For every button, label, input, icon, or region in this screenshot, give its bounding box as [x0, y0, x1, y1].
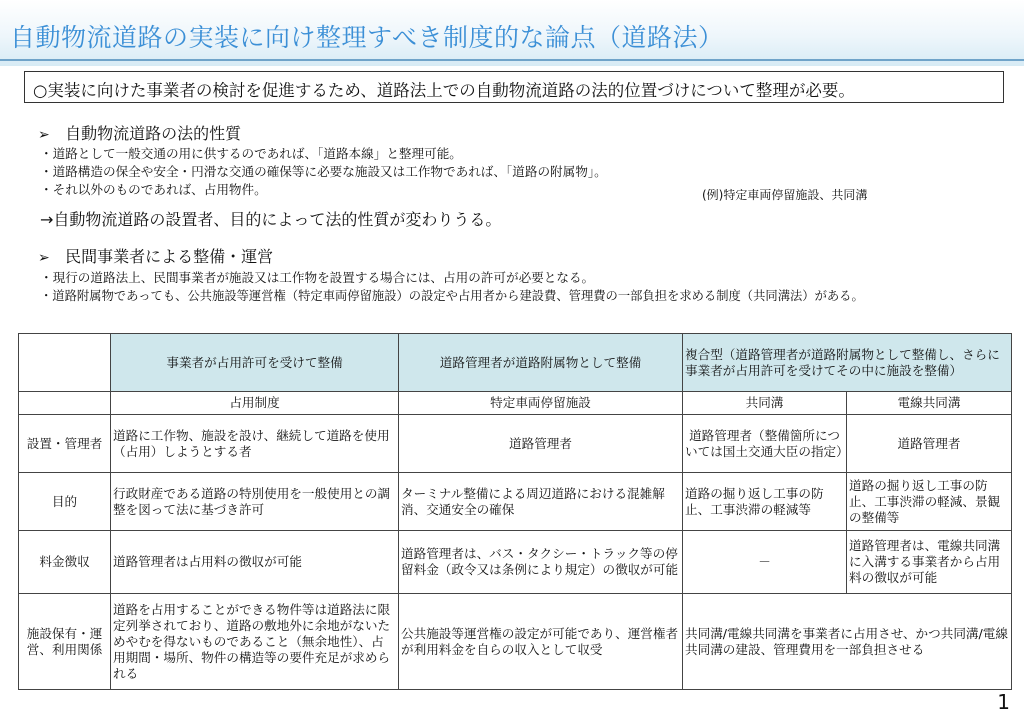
table-row — [19, 594, 1012, 690]
table-corner-cell — [19, 334, 111, 392]
column-header: 道路管理者が道路附属物として整備 — [399, 334, 683, 392]
column-subheader: 特定車両停留施設 — [399, 392, 683, 415]
row-label: 施設保有・運営、利用関係 — [19, 594, 111, 690]
page-number: 1 — [997, 690, 1010, 714]
row-label: 料金徴収 — [19, 531, 111, 594]
section1-conclusion: →自動物流道路の設置者、目的によって法的性質が変わりうる。 — [40, 210, 502, 229]
table-cell: 道路に工作物、施設を設け、継続して道路を使用（占用）しようとする者 — [111, 415, 399, 473]
title-underline — [0, 59, 1024, 61]
table-cell: 道路管理者は、電線共同溝に入溝する事業者から占用料の徴収が可能 — [847, 531, 1012, 594]
summary-box: ○実装に向けた事業者の検討を促進するため、道路法上での自動物流道路の法的位置づけについて整理が必要。 — [24, 71, 1004, 103]
table-cell: － — [683, 531, 847, 594]
table-row — [19, 531, 1012, 594]
column-subheader: 電線共同溝 — [847, 392, 1012, 415]
row-label: 目的 — [19, 473, 111, 531]
section2-heading — [38, 244, 273, 267]
table-cell: 行政財産である道路の特別使用を一般使用との調整を図って法に基づき許可 — [111, 473, 399, 531]
table-cell: 道路管理者は占用料の徴収が可能 — [111, 531, 399, 594]
table-header-row — [19, 334, 1012, 392]
section1-bullet: ・道路として一般交通の用に供するのであれば、「道路本線」と整理可能。 — [40, 146, 462, 161]
table-cell: 道路の掘り返し工事の防止、工事渋滞の軽減、景観の整備等 — [847, 473, 1012, 531]
section1-bullet: ・道路構造の保全や安全・円滑な交通の確保等に必要な施設又は工作物であれば、「道路の附属物」。 — [40, 164, 607, 179]
column-header: 複合型（道路管理者が道路附属物として整備し、さらに事業者が占用許可を受けてその中に施設を整備） — [683, 334, 1012, 392]
column-subheader: 共同溝 — [683, 392, 847, 415]
section1-heading — [38, 121, 241, 144]
table-cell: 共同溝/電線共同溝を事業者に占用させ、かつ共同溝/電線共同溝の建設、管理費用を一部負担させる — [683, 594, 1012, 690]
section1-heading-text: 自動物流道路の法的性質 — [65, 124, 242, 143]
row-label: 設置・管理者 — [19, 415, 111, 473]
section2-heading-text: 民間事業者による整備・運営 — [65, 247, 274, 266]
title-bar — [0, 0, 1024, 66]
table-cell: 道路を占用することができる物件等は道路法に限定列挙されており、道路の敷地外に余地がないためやむを得ないものであること（無余地性）、占用期間・場所、物件の構造等の要件充足が求められる — [111, 594, 399, 690]
table-corner-cell — [19, 392, 111, 415]
column-subheader: 占用制度 — [111, 392, 399, 415]
section2-bullet: ・現行の道路法上、民間事業者が施設又は工作物を設置する場合には、占用の許可が必要となる。 — [40, 270, 595, 285]
table-cell: 道路管理者 — [847, 415, 1012, 473]
table-cell: 公共施設等運営権の設定が可能であり、運営権者が利用料金を自らの収入として収受 — [399, 594, 683, 690]
section2-bullet: ・道路附属物であっても、公共施設等運営権（特定車両停留施設）の設定や占用者から建設費、管理費の一部負担を求める制度（共同溝法）がある。 — [40, 289, 864, 303]
table-row — [19, 415, 1012, 473]
section1-bullet: ・それ以外のものであれば、占用物件。 — [40, 182, 267, 197]
table-cell: 道路の掘り返し工事の防止、工事渋滞の軽減等 — [683, 473, 847, 531]
arrow-bullet-icon: ➢ — [38, 250, 50, 266]
page-title: 自動物流道路の実装に向け整理すべき制度的な論点（道路法） — [10, 23, 724, 52]
arrow-bullet-icon: ➢ — [38, 127, 50, 143]
table-cell: 道路管理者（整備箇所については国土交通大臣の指定） — [683, 415, 847, 473]
comparison-table — [18, 333, 1012, 690]
table-cell: 道路管理者は、バス・タクシー・トラック等の停留料金（政令又は条例により規定）の徴収が可能 — [399, 531, 683, 594]
column-header: 事業者が占用許可を受けて整備 — [111, 334, 399, 392]
table-row — [19, 473, 1012, 531]
table-cell: ターミナル整備による周辺道路における混雑解消、交通安全の確保 — [399, 473, 683, 531]
table-cell: 道路管理者 — [399, 415, 683, 473]
table-subheader-row — [19, 392, 1012, 415]
section1-example: (例)特定車両停留施設、共同溝 — [702, 188, 868, 202]
